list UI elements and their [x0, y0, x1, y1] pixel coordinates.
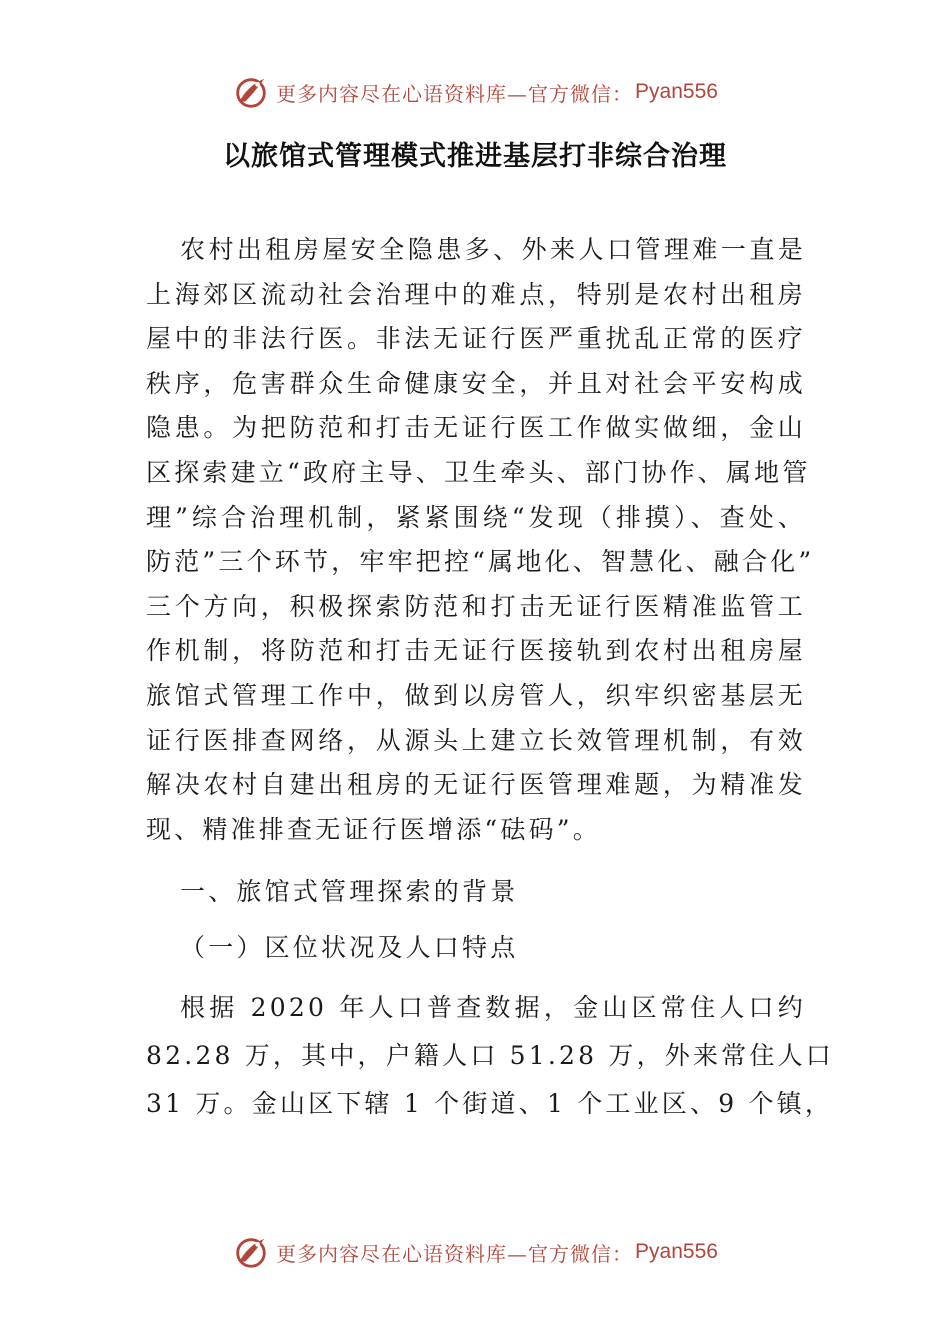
paragraph-2	[146, 984, 834, 1128]
text-line: 31 万。金山区下辖 1 个街道、1 个工业区、9 个镇，	[146, 1089, 834, 1118]
banner-wechat-id: Pyan556	[635, 80, 718, 103]
banner-text: 更多内容尽在心语资料库—官方微信：	[276, 81, 634, 106]
text-line: 现、精准排查无证行医增添“砝码”。	[146, 814, 601, 844]
text-line: 理”综合治理机制，紧紧围绕“发现（排摸）、查处、	[146, 502, 806, 532]
text-line: 秩序，危害群众生命健康安全，并且对社会平安构成	[146, 368, 806, 398]
footer-banner	[0, 1232, 950, 1272]
paragraph-1	[146, 228, 815, 852]
text-line: 根据 2020 年人口普查数据，金山区常住人口约	[180, 993, 806, 1022]
text-line: 三个方向，积极探索防范和打击无证行医精准监管工	[146, 591, 806, 621]
text-line: 证行医排查网络，从源头上建立长效管理机制，有效	[146, 725, 806, 755]
text-line: 区探索建立“政府主导、卫生牵头、部门协作、属地管	[146, 457, 811, 487]
text-line: 屋中的非法行医。非法无证行医严重扰乱正常的医疗	[146, 324, 806, 354]
banner-wechat-id: Pyan556	[635, 1240, 718, 1263]
text-line: 解决农村自建出租房的无证行医管理难题，为精准发	[146, 770, 806, 800]
logo-icon	[232, 73, 270, 111]
text-line: 旅馆式管理工作中，做到以房管人，织牢织密基层无	[146, 680, 806, 710]
banner-text: 更多内容尽在心语资料库—官方微信：	[276, 1241, 634, 1266]
header-banner	[0, 72, 950, 112]
text-line: 上海郊区流动社会治理中的难点，特别是农村出租房	[146, 279, 806, 309]
subsection-heading: （一）区位状况及人口特点	[180, 933, 519, 962]
text-line: 作机制，将防范和打击无证行医接轨到农村出租房屋	[146, 636, 806, 666]
text-line: 82.28 万，其中，户籍人口 51.28 万，外来常住人口	[146, 1041, 834, 1070]
text-line: 隐患。为把防范和打击无证行医工作做实做细，金山	[146, 413, 806, 443]
logo-icon	[232, 1233, 270, 1271]
text-line: 农村出租房屋安全隐患多、外来人口管理难一直是	[180, 235, 806, 264]
text-line: 防范”三个环节，牢牢把控“属地化、智慧化、融合化”	[146, 547, 815, 577]
section-heading: 一、旅馆式管理探索的背景	[180, 877, 519, 906]
document-title: 以旅馆式管理模式推进基层打非综合治理	[223, 141, 727, 172]
